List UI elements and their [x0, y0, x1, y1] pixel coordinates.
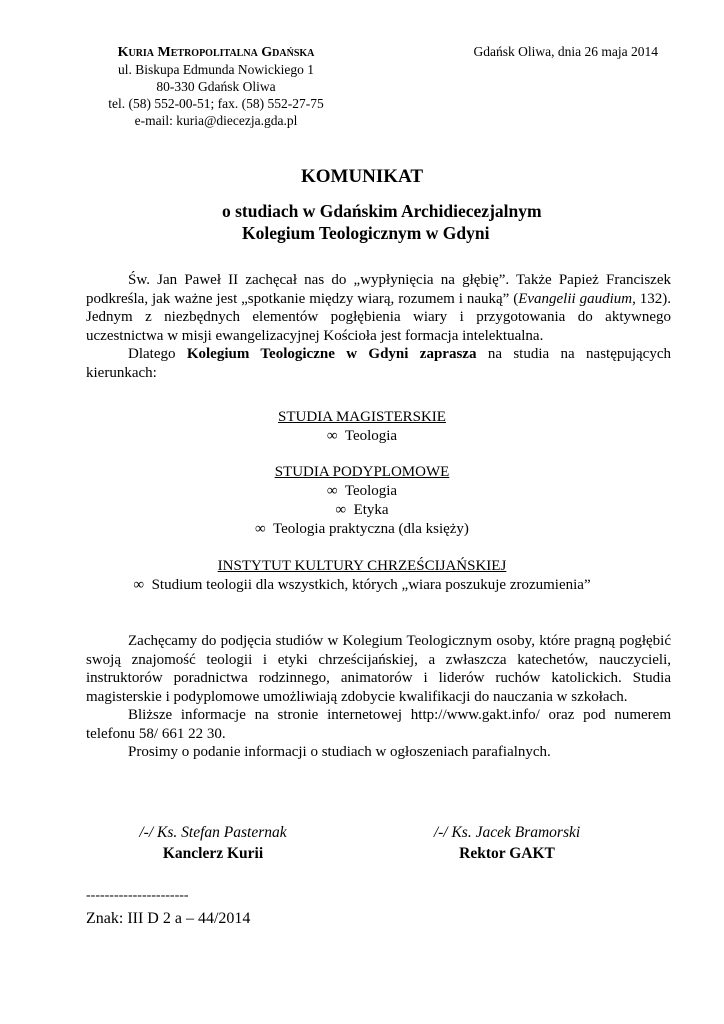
section-masters: [0, 408, 724, 446]
list-item: [0, 576, 724, 595]
signature-role: Kanclerz Kurii: [162, 845, 264, 862]
intro-p2-text-b: na studia na następujących kierunkach:: [86, 346, 671, 381]
list-item-label: Teologia: [344, 428, 398, 444]
section-heading: INSTYTUT KULTURY CHRZEŚCIJAŃSKIEJ: [217, 558, 507, 574]
intro-paragraph-2: [86, 345, 671, 382]
infinity-bullet-icon: ∞: [255, 521, 266, 537]
section-postgraduate: [0, 463, 724, 539]
footer-divider: ----------------------: [86, 888, 189, 903]
closing-paragraph-2: Bliższe informacje na stronie internetowej http://www.gakt.info/ oraz pod numerem telefonu 58/ 661 22 30.: [86, 707, 671, 742]
list-item: [0, 501, 724, 520]
address-line-1: ul. Biskupa Edmunda Nowickiego 1: [117, 62, 315, 77]
signature-chancellor: [118, 822, 308, 864]
intro-paragraph-1: [86, 271, 671, 345]
document-date: Gdańsk Oliwa, dnia 26 maja 2014: [473, 44, 658, 59]
signature-name: /-/ Ks. Jacek Bramorski: [433, 824, 581, 841]
infinity-bullet-icon: ∞: [335, 502, 347, 518]
list-item-label: Studium teologii dla wszystkich, których „wiara poszukuje zrozumienia”: [151, 577, 591, 593]
section-institute: [0, 557, 724, 595]
phone-line: tel. (58) 552-00-51; fax. (58) 552-27-75: [108, 96, 324, 111]
list-item: [0, 520, 724, 539]
infinity-bullet-icon: ∞: [133, 577, 145, 593]
signature-role: Rektor GAKT: [459, 845, 555, 862]
reference-number: Znak: III D 2 a – 44/2014: [86, 910, 251, 927]
infinity-bullet-icon: ∞: [326, 428, 338, 444]
intro-p2-text-a: Dlatego: [128, 346, 187, 362]
list-item-label: Teologia praktyczna (dla księży): [272, 521, 469, 537]
document-title: KOMUNIKAT: [300, 166, 424, 187]
section-heading: STUDIA PODYPLOMOWE: [274, 464, 450, 480]
closing-paragraph-1: Zachęcamy do podjęcia studiów w Kolegium Teologicznym osoby, które pragną pogłębić swoją znajomość teologii i etyki chrześcijańskiej, a zwłaszcza katechetów, nauczycieli, instruktorów poradnictwa rodzinnego, animatorów i liderów ruchów katolickich. Studia magisterskie i podyplomowe umożliwiają zdobycie kwalifikacji do nauczania w szkołach.: [86, 633, 671, 705]
closing-text: [86, 632, 671, 762]
letterhead: [66, 44, 366, 129]
intro-text: [86, 271, 671, 382]
list-item: [0, 482, 724, 501]
list-item: [0, 427, 724, 446]
signature-name: /-/ Ks. Stefan Pasternak: [139, 824, 287, 841]
email-line: e-mail: kuria@diecezja.gda.pl: [134, 113, 298, 128]
intro-p1-text-b: , 132). Jednym z niezbędnych elementów pogłębienia wiary i przygotowania do aktywnego uczestnictwa w misji ewangelizacyjnej Kościoła jest formacja intelektualna.: [86, 290, 671, 344]
intro-p1-citation: Evangelii gaudium: [518, 290, 633, 307]
intro-p2-bold: Kolegium Teologiczne w Gdyni zaprasza: [186, 346, 477, 362]
document-subtitle: [222, 200, 542, 244]
signature-rector: [412, 822, 602, 864]
organization-name: Kuria Metropolitalna Gdańska: [117, 45, 315, 60]
infinity-bullet-icon: ∞: [326, 483, 338, 499]
list-item-label: Etyka: [353, 502, 389, 518]
section-heading: STUDIA MAGISTERSKIE: [278, 409, 446, 425]
intro-p1-text-a: Św. Jan Paweł II zachęcał nas do „wypłynięcia na głębię”. Także Papież Franciszek podkreśla, jak ważne jest „spotkanie między wiarą, rozumem i nauką” (: [86, 272, 671, 307]
list-item-label: Teologia: [344, 483, 398, 499]
subtitle-line-1: o studiach w Gdańskim Archidiecezjalnym: [222, 201, 542, 221]
subtitle-line-2: Kolegium Teologicznym w Gdyni: [242, 223, 490, 243]
address-line-2: 80-330 Gdańsk Oliwa: [156, 79, 276, 94]
closing-paragraph-3: Prosimy o podanie informacji o studiach w ogłoszeniach parafialnych.: [128, 744, 551, 760]
